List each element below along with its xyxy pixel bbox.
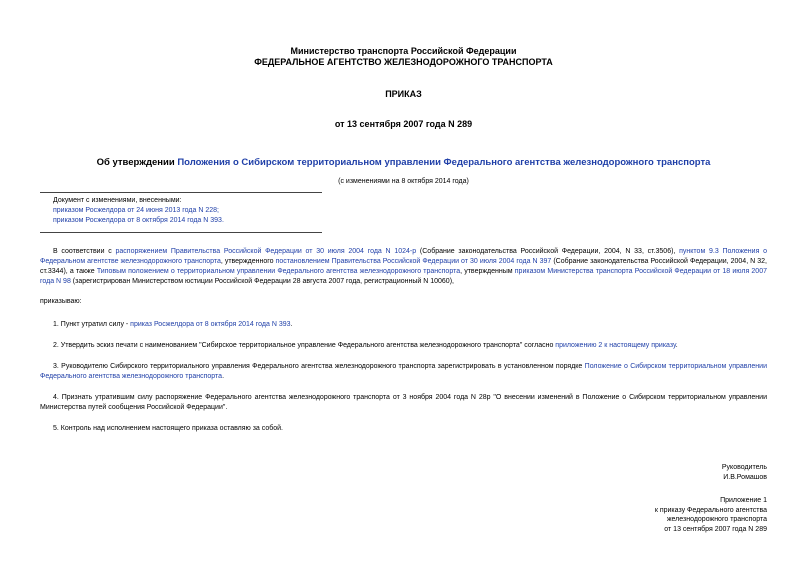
order-word: приказываю: — [40, 298, 82, 305]
doc-title — [0, 157, 807, 168]
link-prikaz-mintrans[interactable]: приказом Министерства транспорта Российской Федерации от 18 июля 2007 года N 98 — [40, 268, 767, 285]
item-4: 4. Признать утратившим силу распоряжение Федерального агентства железнодорожного транспорта от 3 ноября 2004 года N 28р "О внесении изменений в Положение о Сибирском территориальном управлении Министерства путей сообщения Российской Федерации". — [40, 394, 767, 411]
preamble-text: (зарегистрирован Министерством юстиции Российской Федерации 28 августа 2007 года, регистрационный N 10060), — [70, 278, 454, 285]
item-1 — [53, 320, 767, 330]
title-link[interactable]: Положения о Сибирском территориальном управлении Федерального агентства железнодорожного транспорта — [177, 157, 711, 168]
item-3 — [40, 362, 767, 382]
appendix-line-1: Приложение 1 — [720, 497, 767, 504]
link-punkt-9-3[interactable]: пунктом 9.3 Положения о Федеральном агентстве железнодорожного транспорта — [40, 248, 768, 265]
signature-block — [722, 463, 767, 482]
link-rasporyazhenie[interactable]: распоряжением Правительства Российской Федерации от 30 июля 2004 года N 1024-р — [115, 248, 417, 255]
item-2-link[interactable]: приложению 2 к настоящему приказу — [555, 342, 676, 349]
item-text: 1. Пункт утратил силу - — [53, 321, 131, 328]
item-text: . — [675, 342, 678, 349]
preamble-text: (Собрание законодательства Российской Федерации, 2004, N 33, ст.3506), — [416, 248, 680, 255]
doc-date: от 13 сентября 2007 года N 289 — [334, 119, 473, 129]
change-link-2[interactable]: приказом Росжелдора от 8 октября 2014 года N 393. — [53, 217, 224, 224]
signature-role: Руководитель — [721, 464, 767, 471]
item-text: 3. Руководителю Сибирского территориального управления Федерального агентства железнодорожного транспорта зарегистрировать в установленном порядке — [53, 363, 585, 370]
preamble-text: В соответствии с — [53, 248, 116, 255]
item-5: 5. Контроль над исполнением настоящего приказа оставляю за собой. — [53, 425, 284, 432]
divider-top — [40, 192, 322, 193]
appendix-line-4: от 13 сентября 2007 года N 289 — [664, 525, 767, 533]
item-3-link[interactable]: Положение о Сибирском территориальном управлении Федерального агентства железнодорожного транспорта — [40, 363, 767, 380]
item-text: 2. Утвердить эскиз печати с наименованием "Сибирское территориальное управление Федерального агентства железнодорожного транспорта" согласно — [53, 342, 556, 349]
appendix-line-3: железнодорожного транспорта — [666, 516, 767, 523]
link-postanovlenie[interactable]: постановлением Правительства Российской Федерации от 30 июля 2004 года N 397 — [275, 258, 552, 265]
preamble-text: , утвержденного — [220, 258, 276, 265]
changes-block — [53, 196, 323, 226]
title-prefix: Об утверждении — [96, 157, 178, 168]
change-link-1[interactable]: приказом Росжелдора от 24 июня 2013 года N 228; — [53, 207, 219, 214]
amend-note: (с изменениями на 8 октября 2014 года) — [338, 178, 469, 185]
item-text: . — [222, 373, 225, 380]
appendix-line-2: к приказу Федерального агентства — [654, 506, 767, 514]
appendix-block — [655, 496, 767, 534]
doc-type: ПРИКАЗ — [385, 89, 422, 99]
ministry-name: Министерство транспорта Российской Федерации — [290, 46, 517, 56]
link-tipovoe-polozhenie[interactable]: Типовым положением о территориальном управлении Федерального агентства железнодорожного транспорта — [96, 268, 461, 275]
preamble-text: (Собрание законодательства Российской Федерации, 2004, N 32, ст.3344), а также — [40, 258, 767, 275]
item-1-link[interactable]: приказ Росжелдора от 8 октября 2014 года N 393 — [130, 321, 291, 328]
changes-label: Документ с изменениями, внесенными: — [53, 197, 182, 204]
item-text: . — [290, 321, 293, 328]
signature-name: И.В.Ромашов — [723, 473, 767, 481]
agency-name: ФЕДЕРАЛЬНОЕ АГЕНТСТВО ЖЕЛЕЗНОДОРОЖНОГО ТРАНСПОРТА — [254, 57, 553, 67]
divider-bottom — [40, 232, 322, 233]
preamble-text: , утвержденным — [460, 268, 515, 275]
preamble — [40, 247, 767, 287]
item-2 — [53, 341, 767, 351]
